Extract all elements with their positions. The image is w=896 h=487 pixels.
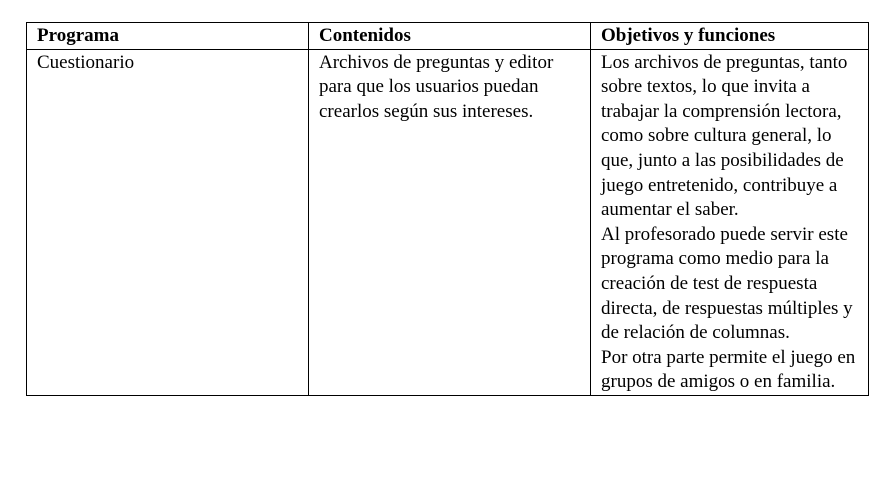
objetivos-paragraph-1: Los archivos de preguntas, tanto sobre textos, lo que invita a trabajar la comprensión lectora, como sobre cultura general, lo que, junto a las posibilidades de juego entretenido, contribuye a aumentar el saber. (601, 51, 848, 221)
header-contenidos: Contenidos (309, 23, 591, 50)
cell-programa: Cuestionario (27, 49, 309, 395)
cell-contenidos: Archivos de preguntas y editor para que los usuarios puedan crearlos según sus intereses. (309, 49, 591, 395)
program-table (26, 22, 869, 396)
header-programa: Programa (27, 23, 309, 50)
table-header-row (27, 23, 869, 50)
cell-objetivos (591, 49, 869, 395)
header-objetivos-y-funciones: Objetivos y funciones (591, 23, 869, 50)
objetivos-paragraph-3: Por otra parte permite el juego en grupos de amigos o en familia. (601, 346, 856, 393)
table-row (27, 49, 869, 395)
objetivos-paragraph-2: Al profesorado puede servir este programa como medio para la creación de test de respuesta directa, de respuestas múltiples y de relación de columnas. (601, 223, 853, 344)
